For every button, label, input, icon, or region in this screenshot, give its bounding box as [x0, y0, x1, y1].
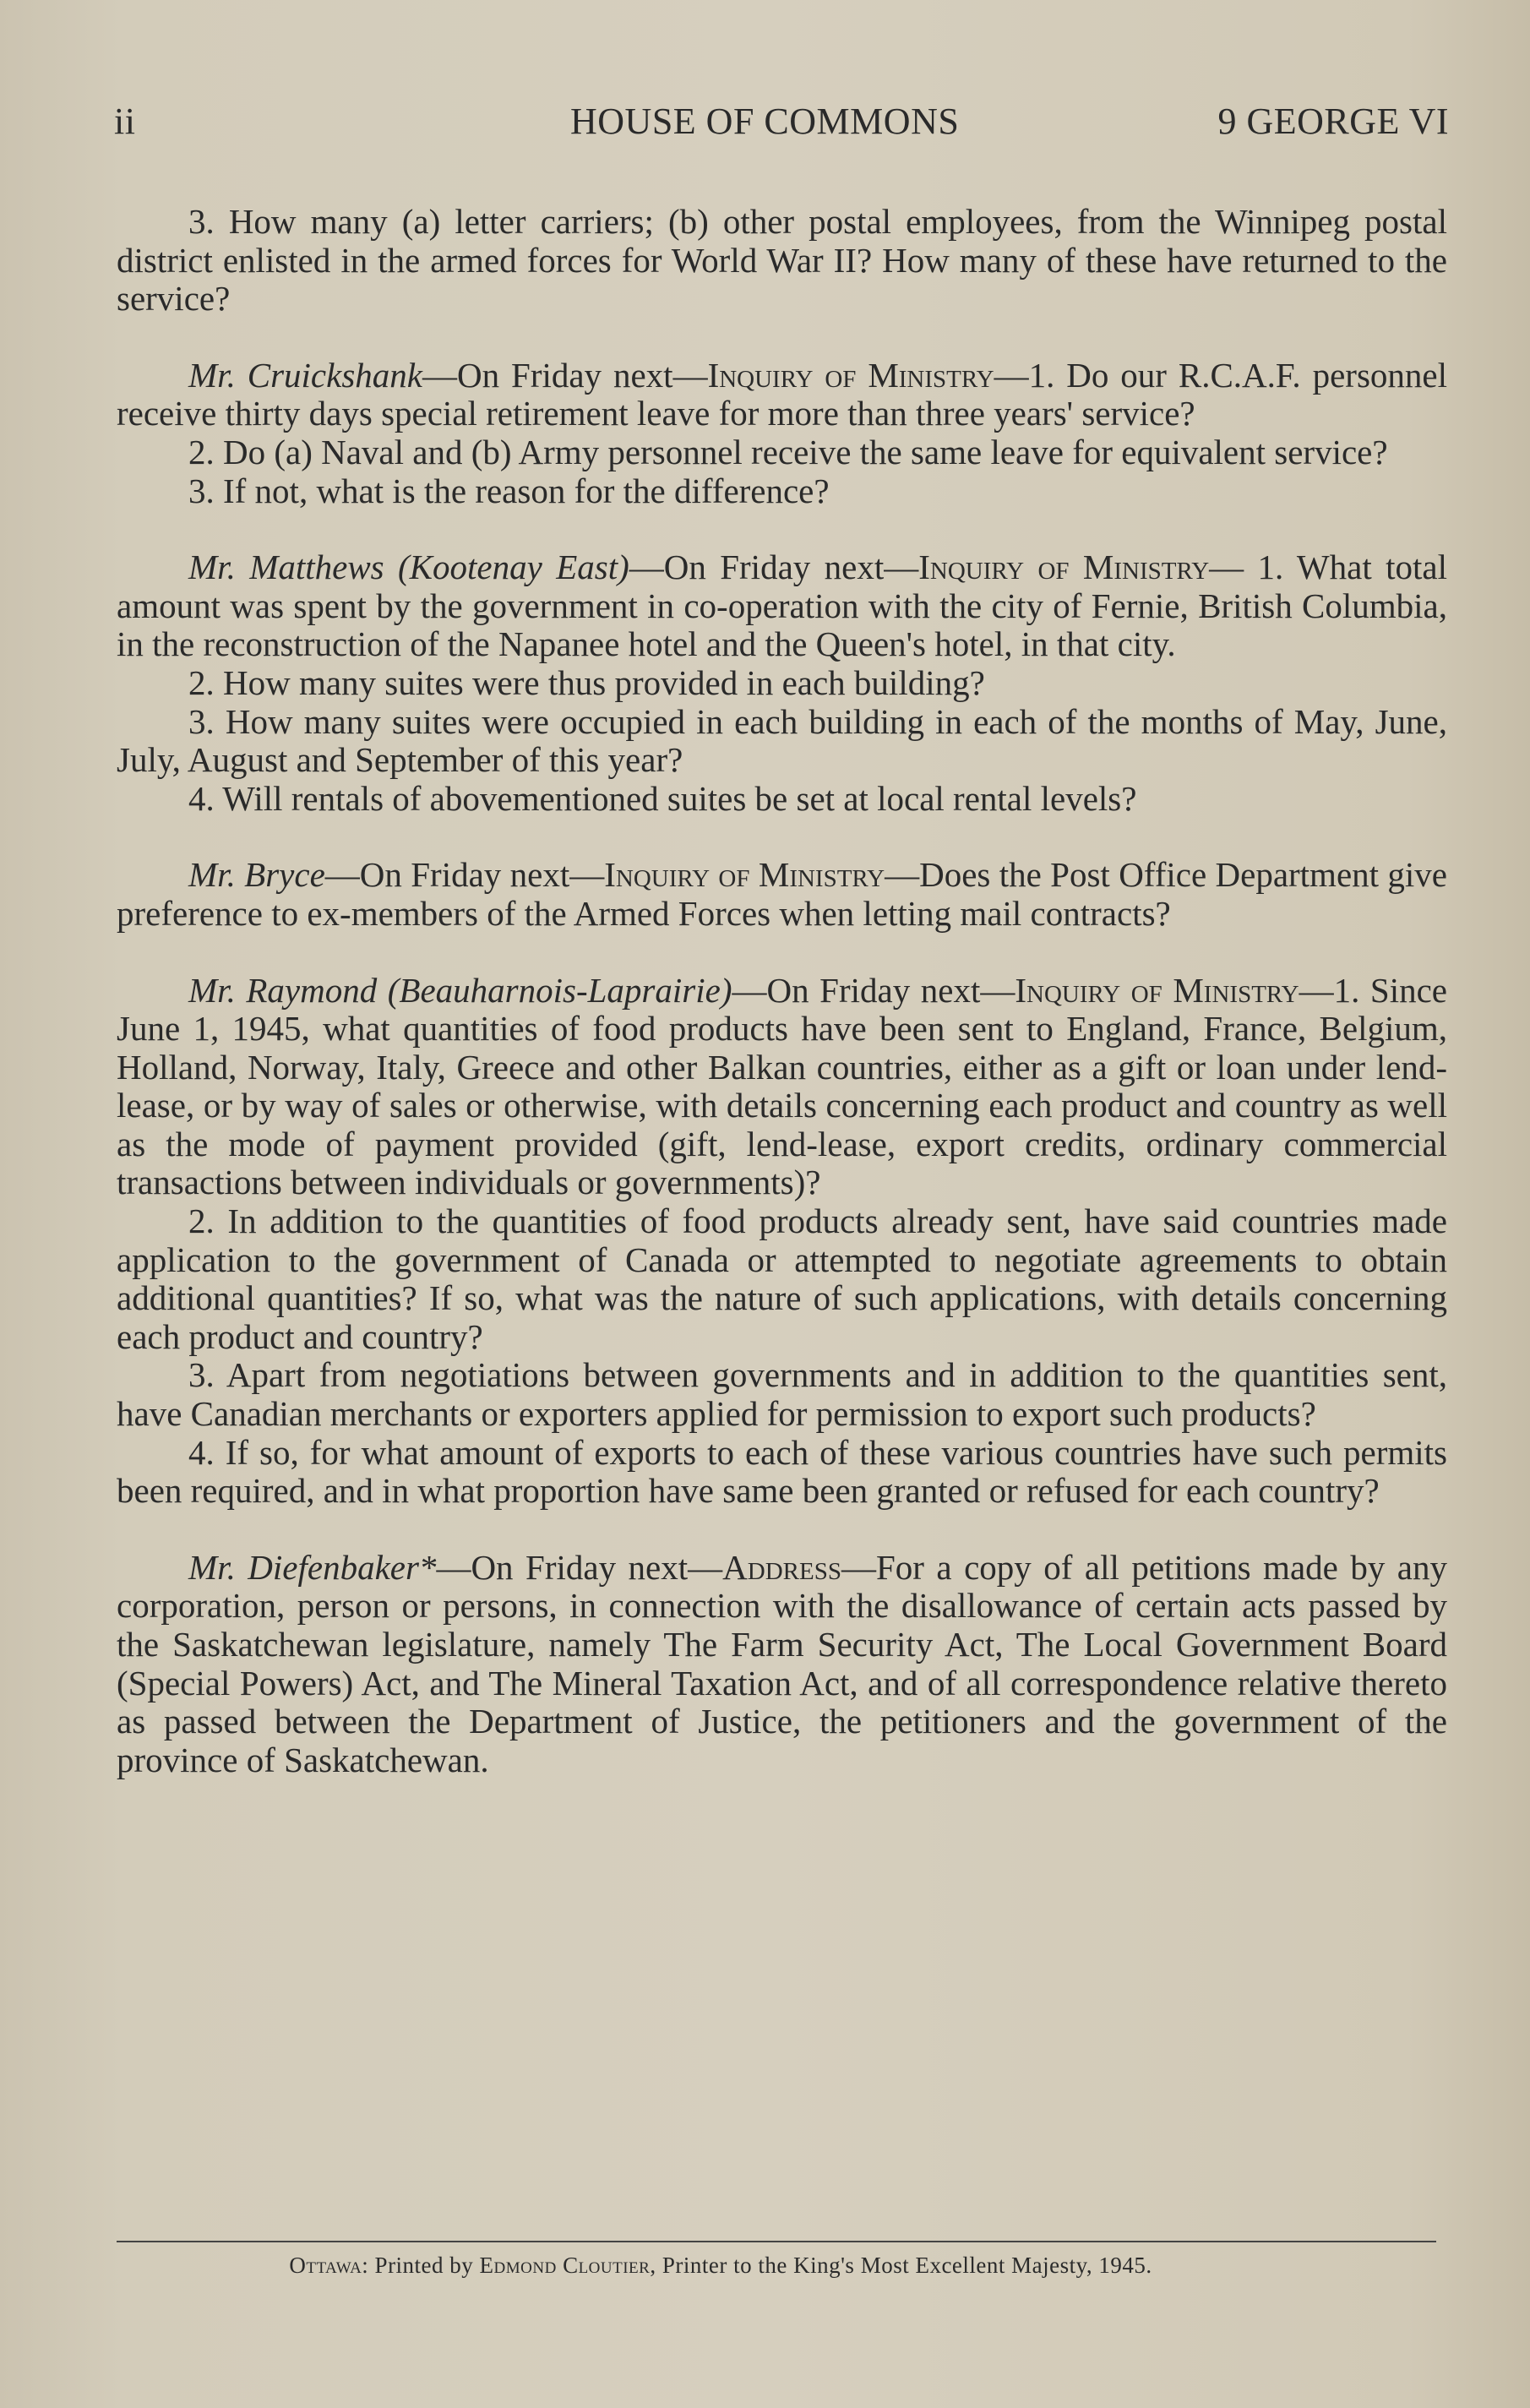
imprint-text: : Printed by [362, 2253, 480, 2278]
question-paragraph: 3. How many suites were occupied in each building in each of the months of May, June, July, August and September of this year? [117, 701, 1447, 780]
question-paragraph: 4. If so, for what amount of exports to each of these various countries have such permits been required, and in what proportion have same been granted or refused for each country? [117, 1432, 1447, 1511]
member-name: Mr. Cruickshank [188, 355, 422, 395]
notice-intro: —On Friday next— [436, 1547, 723, 1587]
member-name: Mr. Diefenbaker* [188, 1547, 437, 1587]
member-name: Mr. Raymond (Beauharnois-Laprairie) [188, 970, 732, 1010]
question-lead: —For a copy of all petitions made by any corporation, person or persons, in connection with the disallowance of certain acts passed by the Saskatchewan legislature, namely The Farm Security Act, The Local Government Board (Special Powers) Act, and The Mineral Taxation Act, and of all correspondence relative thereto as passed between the Department of Justice, the petitioners and the government of the province of Saskatchewan. [117, 1547, 1448, 1779]
entry-opening [117, 856, 1447, 933]
entry-opening [117, 972, 1447, 1203]
notice-entry [117, 357, 1447, 510]
question-lead: —1. Since June 1, 1945, what quantities of food products have been sent to England, France, Belgium, Holland, Norway, Italy, Greece and other Balkan countries, either as a gift or loan under lend-lease, or by way of sales or otherwise, with details concerning each product and country as well as the mode of payment provided (gift, lend-lease, export credits, ordinary commercial transactions between individuals or governments)? [117, 970, 1447, 1202]
question-paragraph: 2. In addition to the quantities of food products already sent, have said countries made application to the government of Canada or attempted to negotiate agreements to obtain additional quantities? If so, what was the nature of such applications, with details concerning each product and country? [117, 1201, 1447, 1356]
notice-type: Inquiry of Ministry [604, 855, 885, 895]
entry-opening [117, 1549, 1447, 1780]
notice-type: Address [722, 1547, 841, 1587]
notice-entry [117, 972, 1447, 1511]
notice-intro: —On Friday next— [422, 355, 708, 395]
member-name: Mr. Matthews (Kootenay East) [188, 548, 629, 587]
question-lead: —1. Do our R.C.A.F. personnel receive thirty days special retirement leave for more than three years' service? [117, 355, 1448, 433]
notice-type: Inquiry of Ministry [918, 548, 1210, 587]
question-lead: — 1. What total amount was spent by the government in co-operation with the city of Fernie, British Columbia, in the reconstruction of the Napanee hotel and the Queen's hotel, in that city. [117, 548, 1447, 664]
notice-entry [117, 548, 1447, 818]
notice-entry [117, 1549, 1447, 1780]
imprint-printer: Edmond Cloutier [479, 2253, 651, 2278]
question-paragraph: 3. If not, what is the reason for the difference? [188, 471, 830, 510]
notice-type: Inquiry of Ministry [1015, 970, 1299, 1010]
question-paragraph: 4. Will rentals of abovementioned suites be set at local rental levels? [188, 778, 1137, 818]
notice-type: Inquiry of Ministry [707, 355, 994, 395]
imprint-place: Ottawa [289, 2253, 362, 2278]
imprint-text: , Printer to the King's Most Excellent Majesty, 1945. [650, 2253, 1152, 2278]
question-paragraph: 2. Do (a) Naval and (b) Army personnel receive the same leave for equivalent service? [188, 432, 1388, 471]
notice-entry [117, 203, 1447, 319]
question-paragraph: 3. Apart from negotiations between governments and in addition to the quantities sent, have Canadian merchants or exporters applied for permission to export such products? [117, 1355, 1447, 1434]
notice-intro: —On Friday next— [324, 855, 605, 895]
question-paragraph: 2. How many suites were thus provided in each building? [188, 662, 985, 702]
question-lead: —Does the Post Office Department give preference to ex-members of the Armed Forces when letting mail contracts? [117, 855, 1447, 933]
entry-opening [117, 357, 1447, 433]
question-paragraph: 3. How many (a) letter carriers; (b) other postal employees, from the Winnipeg postal district enlisted in the armed forces for World War II? How many of these have returned to the service? [117, 202, 1447, 319]
notice-entry [117, 856, 1447, 933]
regnal-year: 9 GEORGE VI [1217, 101, 1449, 142]
page-header [114, 100, 1449, 150]
entry-opening [117, 548, 1447, 664]
notice-intro: —On Friday next— [629, 548, 919, 587]
printer-imprint [117, 2253, 1325, 2279]
notice-body [117, 203, 1447, 1817]
member-name: Mr. Bryce [188, 855, 325, 895]
running-title: HOUSE OF COMMONS [570, 101, 960, 142]
page-number: ii [114, 101, 136, 142]
notice-intro: —On Friday next— [732, 970, 1015, 1010]
footer-rule [117, 2241, 1436, 2242]
